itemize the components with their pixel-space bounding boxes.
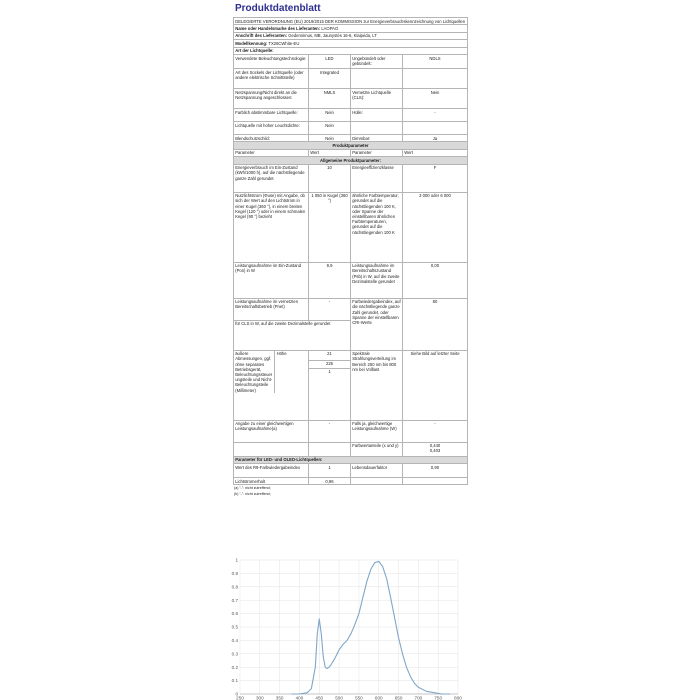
x-tick-label: 550 xyxy=(355,695,363,700)
column-header-row xyxy=(234,149,468,156)
spectrum-series-line xyxy=(292,561,451,694)
product-params-header: Produktparameter xyxy=(234,142,468,149)
cell-value: 1 xyxy=(309,463,351,477)
cell-label: Lebensdauerfaktor xyxy=(351,463,403,477)
cell-value xyxy=(403,477,468,484)
model-label: Modellkennung: xyxy=(235,40,268,46)
col-header-param: Parameter xyxy=(234,149,309,156)
y-tick-label: 0.1 xyxy=(231,678,238,684)
chroma-label: Farbwertanteile (x und y) xyxy=(351,442,403,456)
cell-label: Ungebündelt oder gebündelt: xyxy=(351,54,403,68)
table-row xyxy=(234,88,468,108)
model-row xyxy=(234,40,468,47)
x-tick-label: 650 xyxy=(394,695,403,700)
x-tick-label: 300 xyxy=(255,695,264,700)
cell-label: Energieeffizienzklasse xyxy=(351,164,403,192)
cell-value: 1 050 in Kugel (360 °) xyxy=(309,192,351,262)
y-tick-label: 0.7 xyxy=(231,597,238,603)
sheet-title: Produktdatenblatt xyxy=(235,3,321,14)
table-row xyxy=(234,350,468,360)
model-value: TX26CWhite-EU xyxy=(268,40,300,46)
cell-label: Art des Sockels der Lichtquelle (oder andere elektrische Schnittstelle) xyxy=(234,68,309,88)
cell-value: 0,00 xyxy=(403,262,468,298)
cell-value: Integrated xyxy=(309,68,351,88)
spectral-label: Spektrale Strahlungsverteilung im Bereich 250 nm bis 800 nm bei Volllast xyxy=(351,350,403,420)
table-row xyxy=(234,442,468,456)
y-tick-label: 0.2 xyxy=(231,664,238,670)
y-tick-label: 0.4 xyxy=(231,638,238,643)
cell-value: - xyxy=(309,298,351,320)
y-tick-label: 0.6 xyxy=(231,611,238,617)
cell-label: Energieverbrauch im Ein-Zustand (kWh/1000 h), auf die nächstliegende ganze Zahl gerundet xyxy=(234,164,309,192)
address-row xyxy=(234,32,468,39)
y-tick-label: 0.5 xyxy=(231,624,238,630)
y-tick-label: 0.3 xyxy=(231,651,238,657)
x-tick-label: 400 xyxy=(295,695,304,700)
chroma-y: 0,403 xyxy=(429,448,441,454)
cell-label: Angabe zu einer gleichwertigen Leistungsaufnahme(a) xyxy=(234,420,309,442)
cell-label: Nutzlichtstrom (Φuse) mit Angabe, ob sich der Wert auf den Lichtstrom in einer Kugel (360 °), in einem breiten Kegel (120 °) oder in einem schmalen Kegel (90 °) bezieht xyxy=(234,192,309,262)
light-type-header: Art der Lichtquelle: xyxy=(234,47,468,54)
table-row xyxy=(234,192,468,262)
cell-label: Farblich abstimmbare Lichtquelle: xyxy=(234,108,309,121)
cell-label: Dimmbar: xyxy=(351,134,403,141)
dims-width-value: 225 xyxy=(309,360,351,368)
dims-height-label: Höhe xyxy=(274,351,308,394)
cell-label: Netzspannung/Nicht direkt an die Netzspannung angeschlossen: xyxy=(234,88,309,108)
cell-value: F xyxy=(403,164,468,192)
spectral-value: Siehe Bild auf letzter Seite xyxy=(403,350,468,420)
cell-value: Nein xyxy=(403,88,468,108)
x-tick-label: 600 xyxy=(374,695,383,700)
table-row xyxy=(234,164,468,192)
table-row xyxy=(234,463,468,477)
col-header-value: Wert xyxy=(309,149,351,156)
y-tick-label: 1 xyxy=(235,557,238,563)
cell-label: ähnliche Farbtemperatur, gerundet auf die nächstliegenden 100 K, oder Spanne der einstellbaren ähnlichen Farbtemperaturen, gerundet auf die nächstliegenden 100 K xyxy=(351,192,403,262)
cell-label xyxy=(351,477,403,484)
cell-value: NDLS xyxy=(403,54,468,68)
table-row xyxy=(234,68,468,88)
cell-value: Ja xyxy=(403,134,468,141)
cell-value: Nein xyxy=(309,134,351,141)
x-tick-label: 800 xyxy=(454,695,462,700)
cell-label: Lichtstromerhalt xyxy=(234,477,309,484)
x-tick-label: 250 xyxy=(236,695,244,700)
table-row xyxy=(234,54,468,68)
cell-value: 80 xyxy=(403,298,468,350)
cell-label: Falls ja, gleichwertige Leistungsaufnahme (W) xyxy=(351,420,403,442)
x-tick-label: 450 xyxy=(315,695,324,700)
cell-value: 10 xyxy=(309,164,351,192)
cell-value: 9,9 xyxy=(309,262,351,298)
cell-label: Lichtquelle mit hoher Leuchtdichte: xyxy=(234,121,309,134)
cell-value: - xyxy=(403,420,468,442)
dims-depth-value: 1 xyxy=(309,368,351,420)
cell-value: Nein xyxy=(309,108,351,121)
data-table xyxy=(233,17,468,485)
cell-label: Farbwiedergabeindex, auf die nächstliegende ganze Zahl gerundet, oder Spanne der einstellbaren CRI-Werte xyxy=(351,298,403,350)
cell-value: LED xyxy=(309,54,351,68)
table-row xyxy=(234,420,468,442)
table-row xyxy=(234,262,468,298)
footnote: (b) "-": nicht zutreffend; xyxy=(234,492,271,497)
x-tick-label: 350 xyxy=(275,695,284,700)
supplier-row xyxy=(234,25,468,32)
x-tick-label: 500 xyxy=(335,695,343,700)
cls-note: für CLS in W, auf die zweite Dezimalstelle gerundet xyxy=(234,320,351,350)
cell-label: Hülle: xyxy=(351,108,403,121)
cell-label: Wert des R9-Farbwiedergabeindex xyxy=(234,463,309,477)
cell-value: 0,96 xyxy=(309,477,351,484)
x-tick-label: 750 xyxy=(434,695,443,700)
product-data-sheet xyxy=(233,0,467,497)
cell-value: 0,90 xyxy=(403,463,468,477)
cell-label xyxy=(351,121,403,134)
cell-label: Blendschutzschild: xyxy=(234,134,309,141)
spectral-distribution-chart xyxy=(228,556,468,700)
general-params-header: Allgemeine Produktparameter: xyxy=(234,157,468,164)
y-tick-label: 0 xyxy=(235,691,238,697)
y-tick-label: 0.8 xyxy=(231,584,238,590)
cell-value: 3 000 oder 6 000 xyxy=(403,192,468,262)
cell-value: NMLS xyxy=(309,88,351,108)
cell-value: - xyxy=(403,108,468,121)
table-row xyxy=(234,121,468,134)
y-tick-label: 0.9 xyxy=(231,571,238,576)
col-header-param: Parameter xyxy=(351,149,403,156)
cell-label: Leistungsaufnahme im Ein-Zustand (Pon) in W xyxy=(234,262,309,298)
chroma-values xyxy=(403,442,468,456)
led-params-header: Parameter für LED- und OLED-Lichtquellen: xyxy=(234,456,468,463)
supplier-value: LAOPAO xyxy=(321,25,339,31)
chart-svg xyxy=(228,556,468,700)
address-label: Anschrift des Lieferanten: xyxy=(235,33,288,39)
col-header-value: Wert xyxy=(403,149,468,156)
dims-label: äußere Abmessungen, ggf. ohne separates Betriebsgerät, Beleuchtungssteuerungsteile und Nicht-Beleuchtungsteile (Millimeter) xyxy=(235,351,273,393)
address-value: Gedeminnus, MB, Jaunystės 16-6, Klaipėda, LT xyxy=(288,33,377,39)
dims-cell xyxy=(234,350,309,420)
table-row xyxy=(234,134,468,141)
cell-value: - xyxy=(309,420,351,442)
footnote: (a) "-": nicht zutreffend; xyxy=(234,486,271,491)
cell-label: Verwendete Beleuchtungstechnologie: xyxy=(234,54,309,68)
regulation-text: DELEGIERTE VERORDNUNG (EU) 2019/2015 DER KOMMISSION zur Energieverbrauchskennzeichnung von Lichtquellen xyxy=(234,18,468,25)
table-row xyxy=(234,477,468,484)
dims-height-value: 21 xyxy=(309,350,351,360)
supplier-label: Name oder Handelsmarke des Lieferanten: xyxy=(235,25,321,31)
cell-value xyxy=(403,68,468,88)
cell-label: Vernetzte Lichtquelle (CLS): xyxy=(351,88,403,108)
table-row xyxy=(234,108,468,121)
cell-label: Leistungsaufnahme im vernetzten Bereitschaftsbetrieb (Pnet) xyxy=(234,298,309,320)
x-tick-label: 700 xyxy=(414,695,423,700)
cell-value: Nein xyxy=(309,121,351,134)
cell-label: Leistungsaufnahme im Bereitschaftszustand (Psb) in W, auf die zweite Dezimalstelle gerundet xyxy=(351,262,403,298)
cell-value xyxy=(403,121,468,134)
table-row xyxy=(234,298,468,320)
chroma-x: 0,440 xyxy=(429,443,441,449)
cell-label xyxy=(351,68,403,88)
